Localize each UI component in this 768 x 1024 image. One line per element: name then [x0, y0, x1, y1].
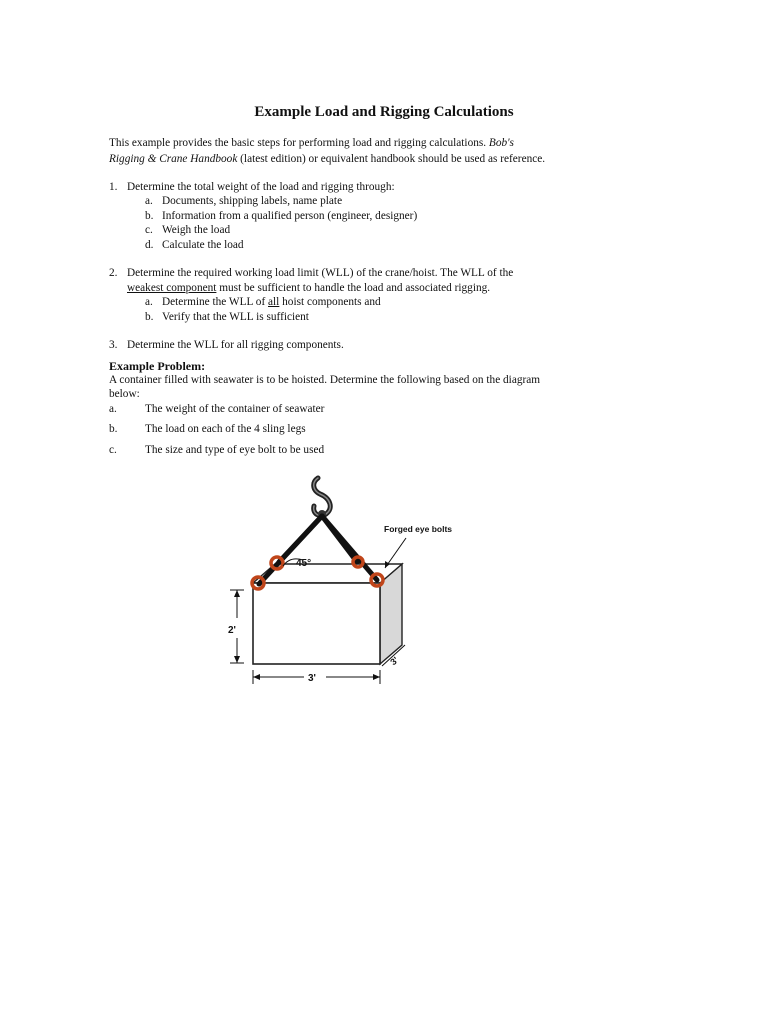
step-1a-letter: a. [145, 195, 153, 207]
height-label: 2' [228, 625, 236, 636]
container-front-face [253, 583, 380, 664]
step-2-number: 2. [109, 267, 118, 279]
sling-leg-back-right [322, 516, 357, 562]
book-title-part-1: Bob's [488, 137, 514, 149]
step-1b-text: Information from a qualified person (engineer, designer) [162, 210, 418, 222]
example-b-letter: b. [109, 423, 118, 435]
width-dimension [253, 670, 380, 684]
angle-label: 45° [296, 558, 312, 569]
example-line-2: below: [109, 388, 140, 400]
step-1-number: 1. [109, 181, 118, 193]
step-2-line-2: weakest component must be sufficient to handle the load and associated rigging. [127, 282, 491, 294]
intro-line-2: Rigging & Crane Handbook (latest edition) or equivalent handbook should be used as reference. [109, 153, 546, 165]
step-3-text: Determine the WLL for all rigging components. [127, 339, 344, 351]
step-1a-text: Documents, shipping labels, name plate [162, 195, 343, 207]
example-c-text: The size and type of eye bolt to be used [145, 444, 325, 456]
step-2b-text: Verify that the WLL is sufficient [162, 311, 309, 323]
example-a-text: The weight of the container of seawater [145, 403, 325, 415]
example-c-letter: c. [109, 444, 117, 456]
step-1-text: Determine the total weight of the load and rigging through: [127, 181, 395, 193]
step-2a-text: Determine the WLL of all hoist components and [162, 296, 381, 308]
step-1b-letter: b. [145, 210, 154, 222]
width-label: 3' [308, 673, 316, 684]
step-2-text: Determine the required working load limit (WLL) of the crane/hoist. The WLL of the [127, 267, 514, 279]
step-2b-letter: b. [145, 311, 154, 323]
document-title: Example Load and Rigging Calculations [254, 104, 514, 120]
crane-hook-icon [314, 478, 331, 518]
step-1c-text: Weigh the load [162, 224, 231, 236]
eye-bolt-callout-label: Forged eye bolts [384, 524, 453, 534]
weakest-component-text: weakest component [127, 282, 217, 294]
intro-line-1: This example provides the basic steps for performing load and rigging calculations. Bob's [109, 137, 514, 149]
step-1c-letter: c. [145, 224, 153, 236]
all-underlined-text: all [268, 296, 280, 308]
example-b-text: The load on each of the 4 sling legs [145, 423, 306, 435]
step-3-number: 3. [109, 339, 118, 351]
step-2a-letter: a. [145, 296, 153, 308]
step-1d-letter: d. [145, 239, 154, 251]
depth-label: 3' [388, 654, 401, 668]
example-heading: Example Problem: [109, 359, 206, 373]
example-a-letter: a. [109, 403, 117, 415]
book-title-part-2: Rigging & Crane Handbook [109, 153, 238, 165]
step-1d-text: Calculate the load [162, 239, 244, 251]
sling-leg-back-left [279, 516, 322, 562]
example-line-1: A container filled with seawater is to be hoisted. Determine the following based on the diagram [109, 374, 541, 386]
